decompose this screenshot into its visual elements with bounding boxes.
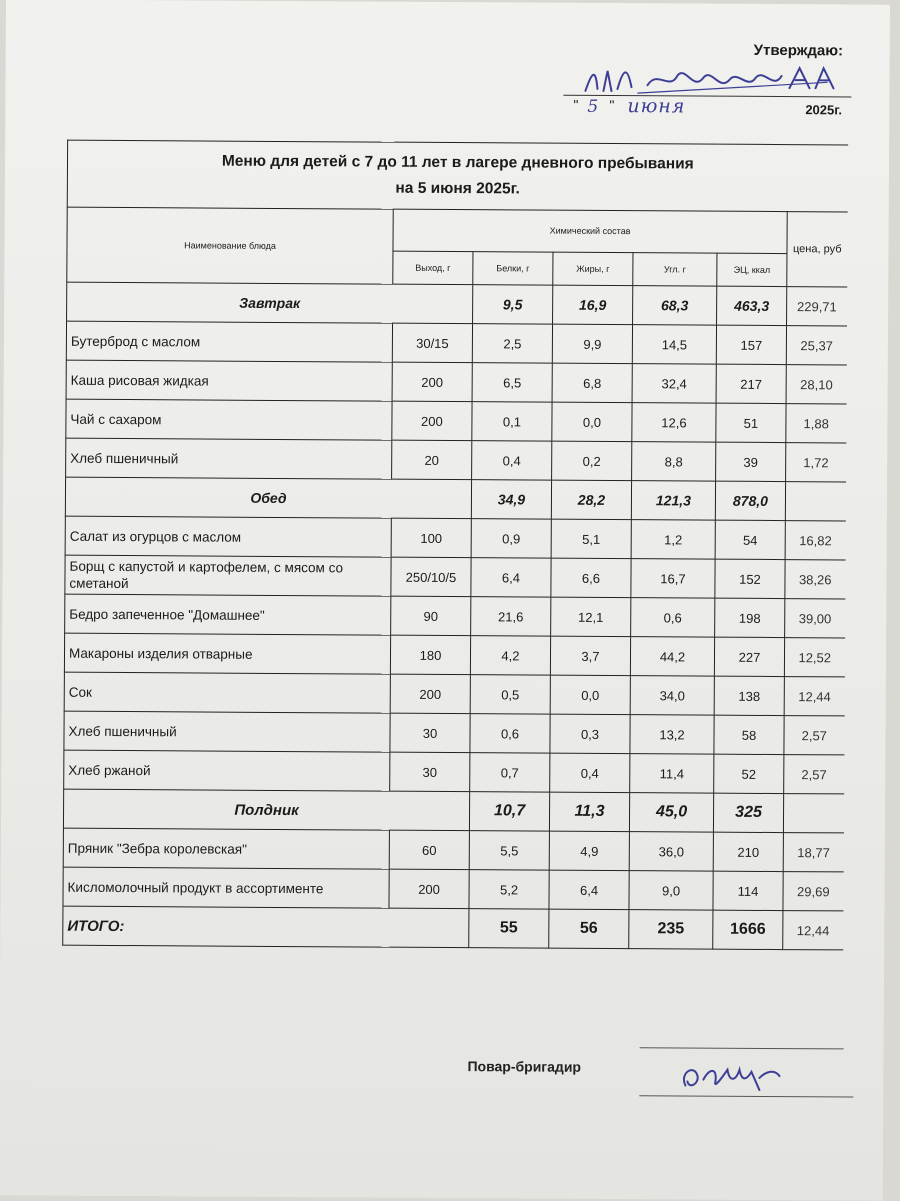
header-energy: ЭЦ, ккал — [717, 253, 787, 287]
section-row-breakfast — [67, 282, 847, 326]
dish-price: 1,88 — [786, 404, 846, 443]
dish-fat: 0,0 — [550, 675, 630, 714]
dish-energy: 152 — [715, 559, 785, 598]
approval-month: июня — [627, 95, 686, 118]
header-row-1 — [67, 207, 847, 253]
section-energy: 878,0 — [715, 481, 785, 520]
table-row — [66, 360, 846, 404]
dish-protein: 0,6 — [470, 714, 550, 753]
total-protein: 55 — [469, 909, 549, 948]
dish-fat: 6,8 — [552, 363, 632, 402]
table-row — [64, 672, 844, 716]
dish-yield: 20 — [392, 440, 472, 479]
dish-name: Хлеб ржаной — [64, 750, 390, 791]
dish-yield: 200 — [392, 401, 472, 440]
dish-carbs: 12,6 — [632, 403, 716, 443]
dish-protein: 5,2 — [469, 870, 549, 909]
dish-carbs: 36,0 — [629, 832, 713, 872]
dish-carbs: 8,8 — [632, 442, 716, 482]
section-name: Обед — [65, 477, 471, 518]
approval-day: 5 — [587, 96, 599, 117]
dish-protein: 0,4 — [472, 441, 552, 480]
dish-carbs: 11,4 — [630, 754, 714, 794]
dish-carbs: 0,6 — [631, 598, 715, 638]
dish-protein: 6,5 — [472, 363, 552, 402]
section-price: 229,71 — [787, 287, 847, 326]
dish-price: 12,52 — [784, 638, 844, 677]
section-fat: 16,9 — [553, 285, 633, 324]
section-carbs: 45,0 — [629, 793, 713, 833]
dish-yield: 180 — [390, 635, 470, 674]
approval-signature-icon — [577, 61, 847, 99]
dish-name: Чай с сахаром — [66, 399, 392, 440]
total-fat: 56 — [549, 909, 629, 948]
dish-price: 29,69 — [783, 872, 843, 911]
dish-carbs: 16,7 — [631, 559, 715, 599]
dish-name: Борщ с капустой и картофелем, с мясом со сметаной — [65, 555, 391, 596]
dish-fat: 4,9 — [549, 831, 629, 870]
header-yield: Выход, г — [393, 251, 473, 285]
dish-price: 28,10 — [786, 365, 846, 404]
section-name: Завтрак — [67, 282, 473, 323]
dish-fat: 6,4 — [549, 870, 629, 909]
dish-yield: 250/10/5 — [391, 557, 471, 596]
dish-name: Бедро запеченное "Домашнее" — [65, 594, 391, 635]
dish-price: 16,82 — [785, 521, 845, 560]
dish-protein: 21,6 — [471, 597, 551, 636]
cook-signature-icon — [675, 1055, 785, 1098]
dish-yield: 30 — [390, 713, 470, 752]
dish-protein: 2,5 — [472, 324, 552, 363]
dish-protein: 5,5 — [469, 831, 549, 870]
dish-energy: 157 — [716, 325, 786, 364]
approval-year: 2025г. — [805, 102, 843, 118]
table-row — [65, 594, 845, 638]
dish-carbs: 44,2 — [630, 637, 714, 677]
table-row — [66, 321, 846, 365]
header-dish: Наименование блюда — [67, 207, 393, 284]
dish-name: Каша рисовая жидкая — [66, 360, 392, 401]
dish-yield: 200 — [389, 869, 469, 908]
dish-fat: 0,3 — [550, 714, 630, 753]
dish-price: 2,57 — [784, 755, 844, 794]
total-price: 12,44 — [783, 911, 843, 950]
dish-protein: 0,1 — [472, 402, 552, 441]
dish-energy: 217 — [716, 364, 786, 403]
section-name: Полдник — [63, 789, 469, 830]
dish-name: Сок — [64, 672, 390, 713]
dish-price: 1,72 — [786, 443, 846, 482]
header-carbs: Угл. г — [633, 252, 717, 286]
section-protein: 34,9 — [471, 480, 551, 519]
dish-carbs: 1,2 — [631, 520, 715, 560]
dish-yield: 30/15 — [392, 323, 472, 362]
dish-yield: 100 — [391, 518, 471, 557]
quote-open: " — [573, 96, 579, 113]
menu-title — [67, 140, 847, 212]
dish-name: Хлеб пшеничный — [66, 438, 392, 479]
dish-name: Хлеб пшеничный — [64, 711, 390, 752]
dish-carbs: 13,2 — [630, 715, 714, 755]
header-fat: Жиры, г — [553, 252, 633, 286]
dish-price: 39,00 — [785, 599, 845, 638]
dish-protein: 0,5 — [470, 675, 550, 714]
section-energy: 463,3 — [717, 286, 787, 325]
table-row — [64, 633, 844, 677]
total-label: ИТОГО: — [63, 906, 469, 947]
dish-energy: 210 — [713, 832, 783, 871]
dish-price: 12,44 — [784, 677, 844, 716]
dish-price: 18,77 — [783, 833, 843, 872]
dish-fat: 0,4 — [550, 753, 630, 792]
section-fat: 28,2 — [551, 480, 631, 519]
dish-yield: 60 — [389, 830, 469, 869]
dish-energy: 51 — [716, 403, 786, 442]
dish-energy: 198 — [715, 598, 785, 637]
header-chem: Химический состав — [393, 209, 787, 253]
dish-fat: 0,0 — [552, 402, 632, 441]
title-row — [67, 140, 847, 212]
dish-yield: 90 — [391, 596, 471, 635]
section-price — [785, 482, 845, 521]
table-row — [63, 828, 843, 872]
total-energy: 1666 — [713, 910, 783, 949]
dish-energy: 58 — [714, 715, 784, 754]
table-row — [66, 438, 846, 482]
quote-close: " — [609, 96, 615, 114]
header-protein: Белки, г — [473, 251, 553, 285]
menu-title-line1: Меню для детей с 7 до 11 лет в лагере дневного пребывания — [221, 152, 694, 173]
dish-energy: 227 — [714, 637, 784, 676]
cook-line-top — [640, 1047, 844, 1049]
dish-protein: 6,4 — [471, 558, 551, 597]
dish-name: Кисломолочный продукт в ассортименте — [63, 867, 389, 908]
section-fat: 11,3 — [549, 792, 629, 831]
dish-protein: 0,9 — [471, 519, 551, 558]
dish-carbs: 14,5 — [632, 325, 716, 365]
dish-name: Бутерброд с маслом — [66, 321, 392, 362]
dish-energy: 54 — [715, 520, 785, 559]
cook-label: Повар-бригадир — [467, 1058, 582, 1075]
dish-fat: 12,1 — [551, 597, 631, 636]
dish-fat: 6,6 — [551, 558, 631, 597]
total-row — [63, 906, 843, 950]
table-row — [64, 711, 844, 755]
approval-label: Утверждаю: — [753, 41, 844, 60]
section-energy: 325 — [713, 793, 783, 832]
dish-yield: 200 — [390, 674, 470, 713]
menu-title-line2: на 5 июня 2025г. — [395, 179, 520, 198]
dish-carbs: 32,4 — [632, 364, 716, 404]
dish-fat: 0,2 — [552, 441, 632, 480]
section-row-lunch — [65, 477, 845, 521]
table-row — [66, 399, 846, 443]
dish-price: 2,57 — [784, 716, 844, 755]
section-protein: 9,5 — [473, 285, 553, 324]
dish-protein: 4,2 — [470, 636, 550, 675]
dish-energy: 52 — [714, 754, 784, 793]
section-carbs: 68,3 — [633, 286, 717, 326]
section-protein: 10,7 — [469, 792, 549, 831]
dish-protein: 0,7 — [470, 753, 550, 792]
dish-price: 25,37 — [786, 326, 846, 365]
dish-name: Салат из огурцов с маслом — [65, 516, 391, 557]
section-row-snack — [63, 789, 843, 833]
dish-yield: 200 — [392, 362, 472, 401]
dish-energy: 138 — [714, 676, 784, 715]
section-carbs: 121,3 — [631, 481, 715, 521]
dish-name: Пряник "Зебра королевская" — [63, 828, 389, 869]
table-row — [65, 555, 845, 599]
dish-fat: 3,7 — [550, 636, 630, 675]
table-row — [65, 516, 845, 560]
dish-price: 38,26 — [785, 560, 845, 599]
table-row — [64, 750, 844, 794]
dish-energy: 114 — [713, 871, 783, 910]
dish-carbs: 9,0 — [629, 871, 713, 911]
section-price — [783, 794, 843, 833]
dish-fat: 5,1 — [551, 519, 631, 558]
table-row — [63, 867, 843, 911]
dish-carbs: 34,0 — [630, 676, 714, 716]
dish-fat: 9,9 — [552, 324, 632, 363]
approval-date — [565, 97, 855, 123]
dish-yield: 30 — [390, 752, 470, 791]
dish-name: Макароны изделия отварные — [64, 633, 390, 674]
menu-table — [62, 140, 847, 951]
total-carbs: 235 — [629, 910, 713, 950]
dish-energy: 39 — [716, 442, 786, 481]
header-price: цена, руб — [787, 212, 848, 287]
